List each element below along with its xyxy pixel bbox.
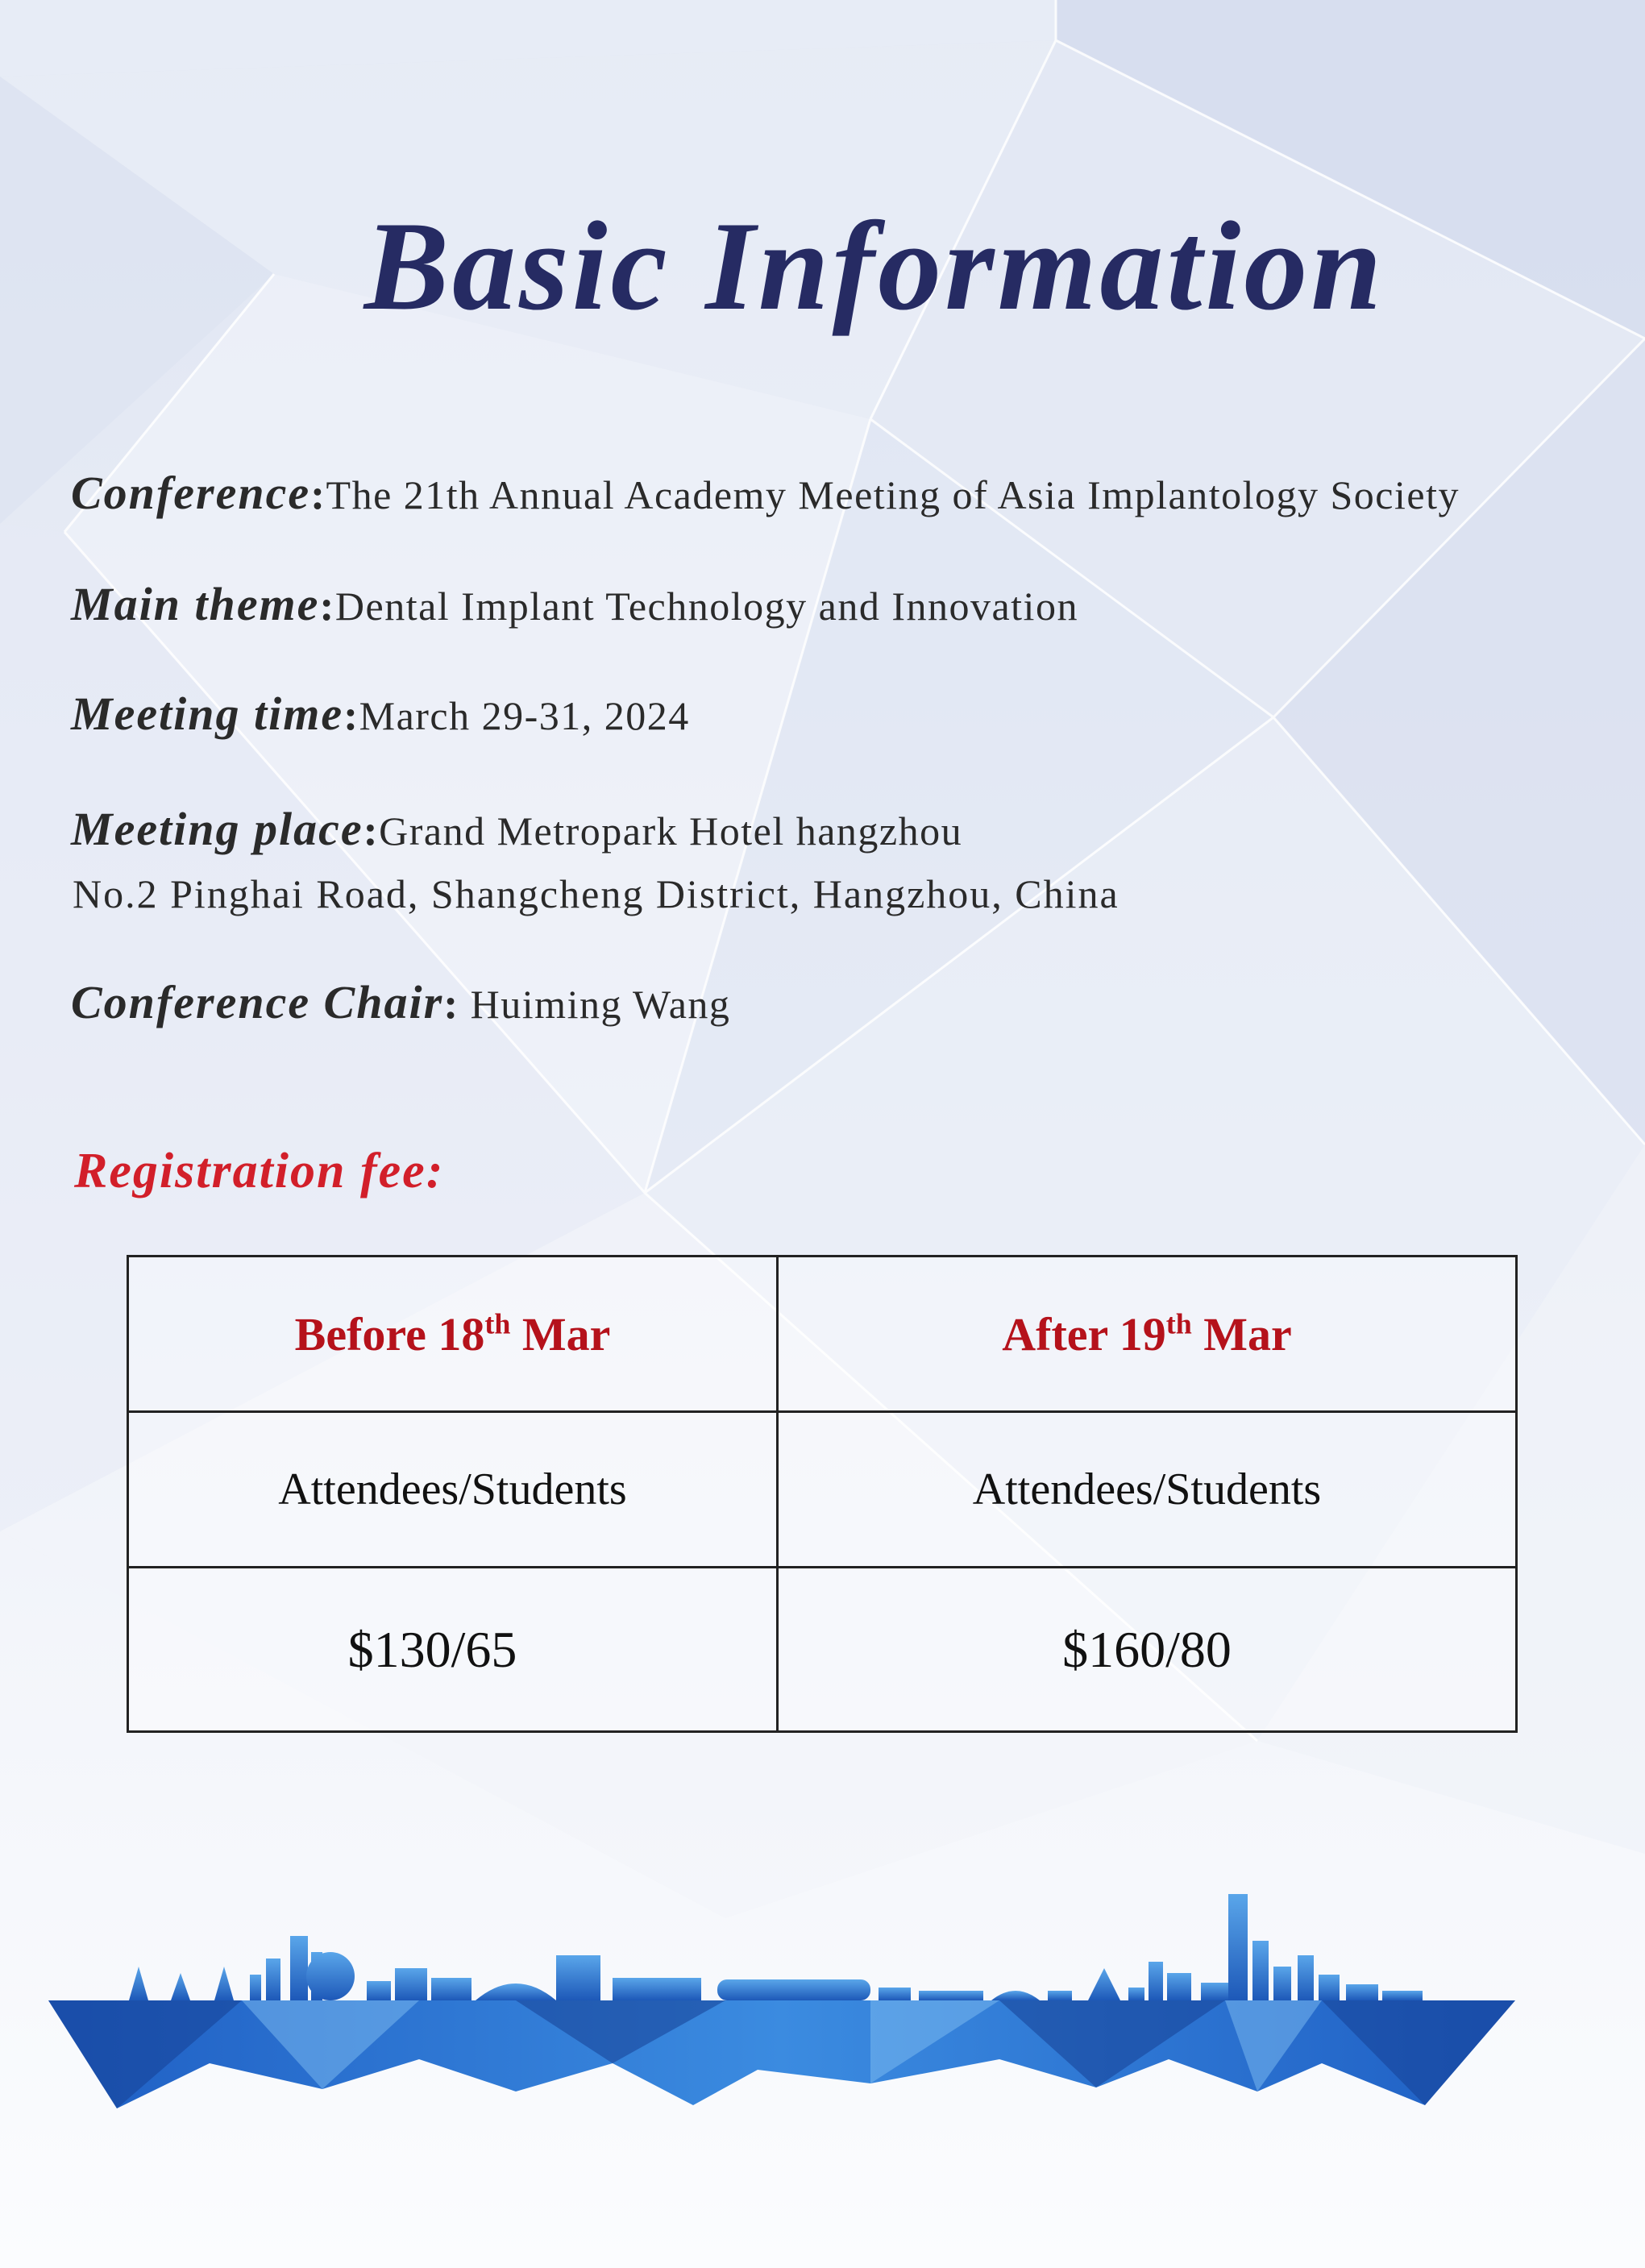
info-label: Main theme [71, 578, 320, 630]
table-row [128, 1568, 1517, 1732]
info-label: Meeting place [71, 803, 363, 855]
meeting-address: No.2 Pinghai Road, Shangcheng District, Hangzhou, China [73, 871, 1120, 916]
table-cell [778, 1412, 1517, 1568]
info-row-main-theme [71, 577, 1078, 631]
info-row-conference [71, 466, 1460, 520]
header-text: Before 18 [294, 1307, 485, 1360]
table-header-cell [128, 1257, 778, 1412]
city-skyline-illustration [0, 1878, 1645, 2120]
info-label: Conference [71, 467, 311, 519]
info-row-meeting-place [71, 802, 962, 856]
info-row-meeting-time [71, 687, 690, 741]
header-month: Mar [510, 1307, 611, 1360]
page-title: Basic Information [363, 196, 1385, 337]
table-row [128, 1257, 1517, 1412]
info-separator: : [343, 691, 359, 739]
table-cell [128, 1568, 778, 1732]
info-row-conference-chair [71, 975, 730, 1029]
header-ordinal: th [1165, 1307, 1192, 1340]
info-label: Meeting time [71, 687, 344, 740]
category-label: Attendees/Students [278, 1464, 627, 1514]
info-separator: : [319, 581, 335, 629]
header-text: After 19 [1002, 1307, 1166, 1360]
header-before-date [295, 1308, 611, 1360]
table-header-cell [778, 1257, 1517, 1412]
category-label: Attendees/Students [972, 1464, 1322, 1514]
info-value: The 21th Annual Academy Meeting of Asia Implantology Society [326, 472, 1460, 517]
info-value: March 29-31, 2024 [359, 693, 690, 738]
header-after-date [1002, 1308, 1291, 1360]
info-separator: : [363, 806, 380, 854]
header-ordinal: th [484, 1307, 511, 1340]
info-separator: : [310, 470, 326, 518]
registration-heading: Registration fee: [74, 1144, 445, 1198]
info-value: Huiming Wang [459, 982, 731, 1027]
price-after: $160/80 [1062, 1620, 1232, 1678]
price-before: $130/65 [347, 1620, 517, 1678]
header-month: Mar [1191, 1307, 1292, 1360]
info-separator: : [443, 979, 459, 1028]
table-row [128, 1412, 1517, 1568]
info-value: Grand Metropark Hotel hangzhou [379, 808, 963, 854]
info-label: Conference Chair [71, 976, 444, 1028]
info-value: Dental Implant Technology and Innovation [334, 584, 1078, 629]
table-cell [128, 1412, 778, 1568]
registration-fee-table [127, 1255, 1518, 1733]
table-cell [778, 1568, 1517, 1732]
